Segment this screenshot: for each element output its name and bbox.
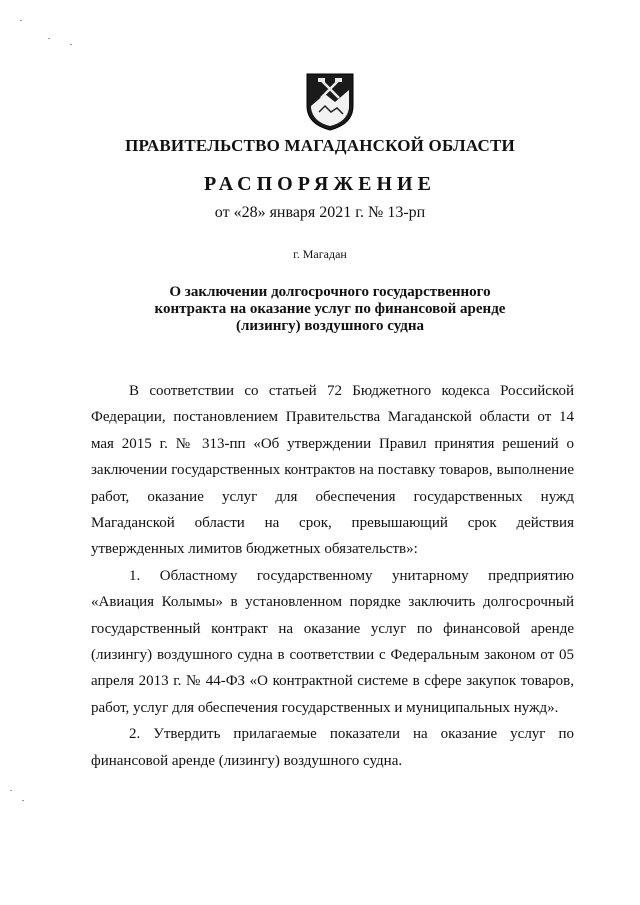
coat-of-arms-icon [305,72,355,132]
government-name: ПРАВИТЕЛЬСТВО МАГАДАНСКОЙ ОБЛАСТИ [125,136,515,155]
preamble-paragraph: В соответствии со статьей 72 Бюджетного кодекса Российской Федерации, постановлением Правительства Магаданской области от 14 мая 2015 г. № 313-пп «Об утверждении Правил принятия решений о заключении государственных контрактов на поставку товаров, выполнение работ, оказание услуг для обеспечения государственных нужд Магаданской области на срок, превышающий срок действия утвержденных лимитов бюджетных обязательств»: [91,383,574,558]
item-1-paragraph: 1. Областному государственному унитарному предприятию «Авиация Колымы» в установленном порядке заключить долгосрочный государственный контракт на оказание услуг по финансовой аренде (лизингу) воздушного судна в соответствии с Федеральным законом от 05 апреля 2013 г. № 44-ФЗ «О контрактной системе в сфере закупок товаров, работ, услуг для обеспечения государственных и муниципальных нужд». [91,567,574,716]
scan-speck [70,44,72,45]
scan-speck [22,800,24,801]
document-date-number: от «28» января 2021 г. № 13-рп [214,204,426,221]
document-subject: О заключении долгосрочного государственного контракта на оказание услуг по финансовой аренде (лизингу) воздушного судна [154,284,506,334]
scan-speck [48,38,50,39]
document-city: г. Магадан [293,247,347,261]
document-body [91,378,574,774]
item-2-paragraph: 2. Утвердить прилагаемые показатели на оказание услуг по финансовой аренде (лизингу) воздушного судна. [91,726,574,769]
scan-speck [10,790,12,791]
document-type: РАСПОРЯЖЕНИЕ [204,173,436,195]
scan-speck [20,20,22,21]
